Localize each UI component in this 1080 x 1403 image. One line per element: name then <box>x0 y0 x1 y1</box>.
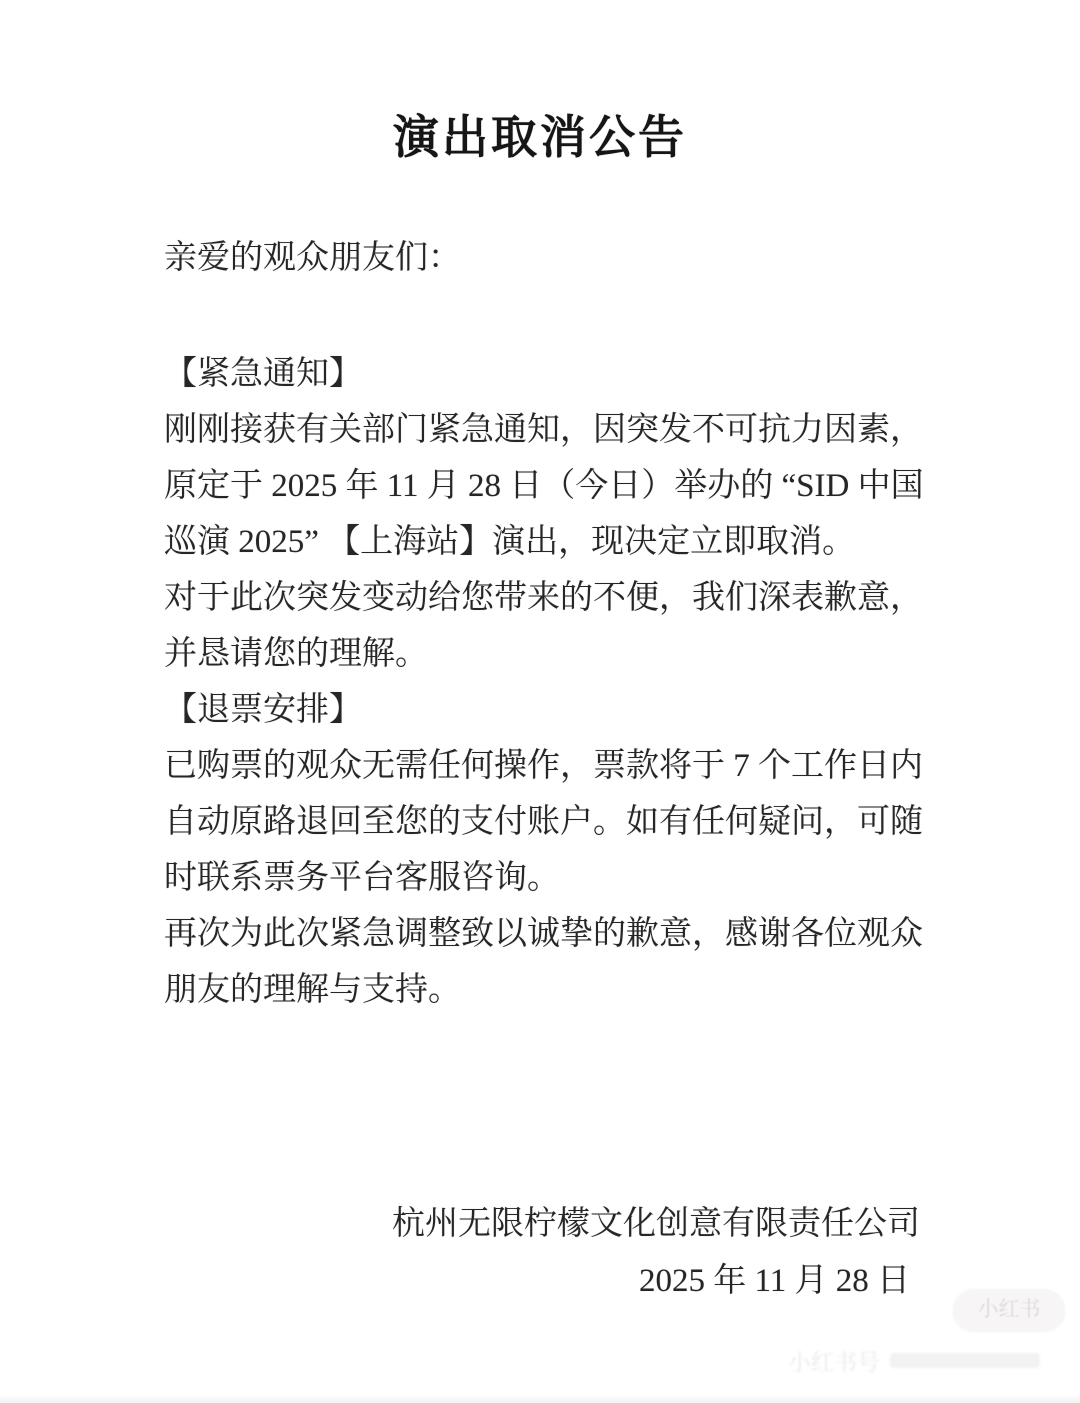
section-heading-refund-arrangement: 【退票安排】 <box>164 692 362 728</box>
body-line: 原定于 2025 年 11 月 28 日（今日）举办的 “SID 中国 <box>164 468 924 504</box>
body-line: 已购票的观众无需任何操作，票款将于 7 个工作日内 <box>164 748 923 784</box>
xiaohongshu-id-watermark <box>788 1344 1040 1377</box>
body-line: 并恳请您的理解。 <box>164 636 428 672</box>
signature-date: 2025 年 11 月 28 日 <box>638 1263 910 1299</box>
body-line: 巡演 2025” 【上海站】演出，现决定立即取消。 <box>164 524 856 560</box>
section-heading-urgent-notice: 【紧急通知】 <box>164 356 362 392</box>
body-line: 对于此次突发变动给您带来的不便，我们深表歉意， <box>164 580 923 616</box>
body-line: 刚刚接获有关部门紧急通知，因突发不可抗力因素， <box>164 412 923 448</box>
bottom-edge-shade <box>0 1394 1080 1403</box>
xiaohongshu-id-label: 小红书号 <box>788 1349 880 1375</box>
signature-block <box>0 1196 1080 1310</box>
page-title: 演出取消公告 <box>393 112 687 163</box>
body-line: 时联系票务平台客服咨询。 <box>164 860 560 896</box>
body-line: 朋友的理解与支持。 <box>164 972 461 1008</box>
signature-company: 杭州无限柠檬文化创意有限责任公司 <box>392 1206 920 1242</box>
xiaohongshu-badge-watermark: 小红书 <box>953 1289 1065 1331</box>
xiaohongshu-id-blur <box>890 1353 1040 1368</box>
body-line: 再次为此次紧急调整致以诚挚的歉意，感谢各位观众 <box>164 916 923 952</box>
greeting-line: 亲爱的观众朋友们： <box>164 240 461 276</box>
announcement-body <box>164 346 944 1018</box>
body-line: 自动原路退回至您的支付账户。如有任何疑问，可随 <box>164 804 923 840</box>
